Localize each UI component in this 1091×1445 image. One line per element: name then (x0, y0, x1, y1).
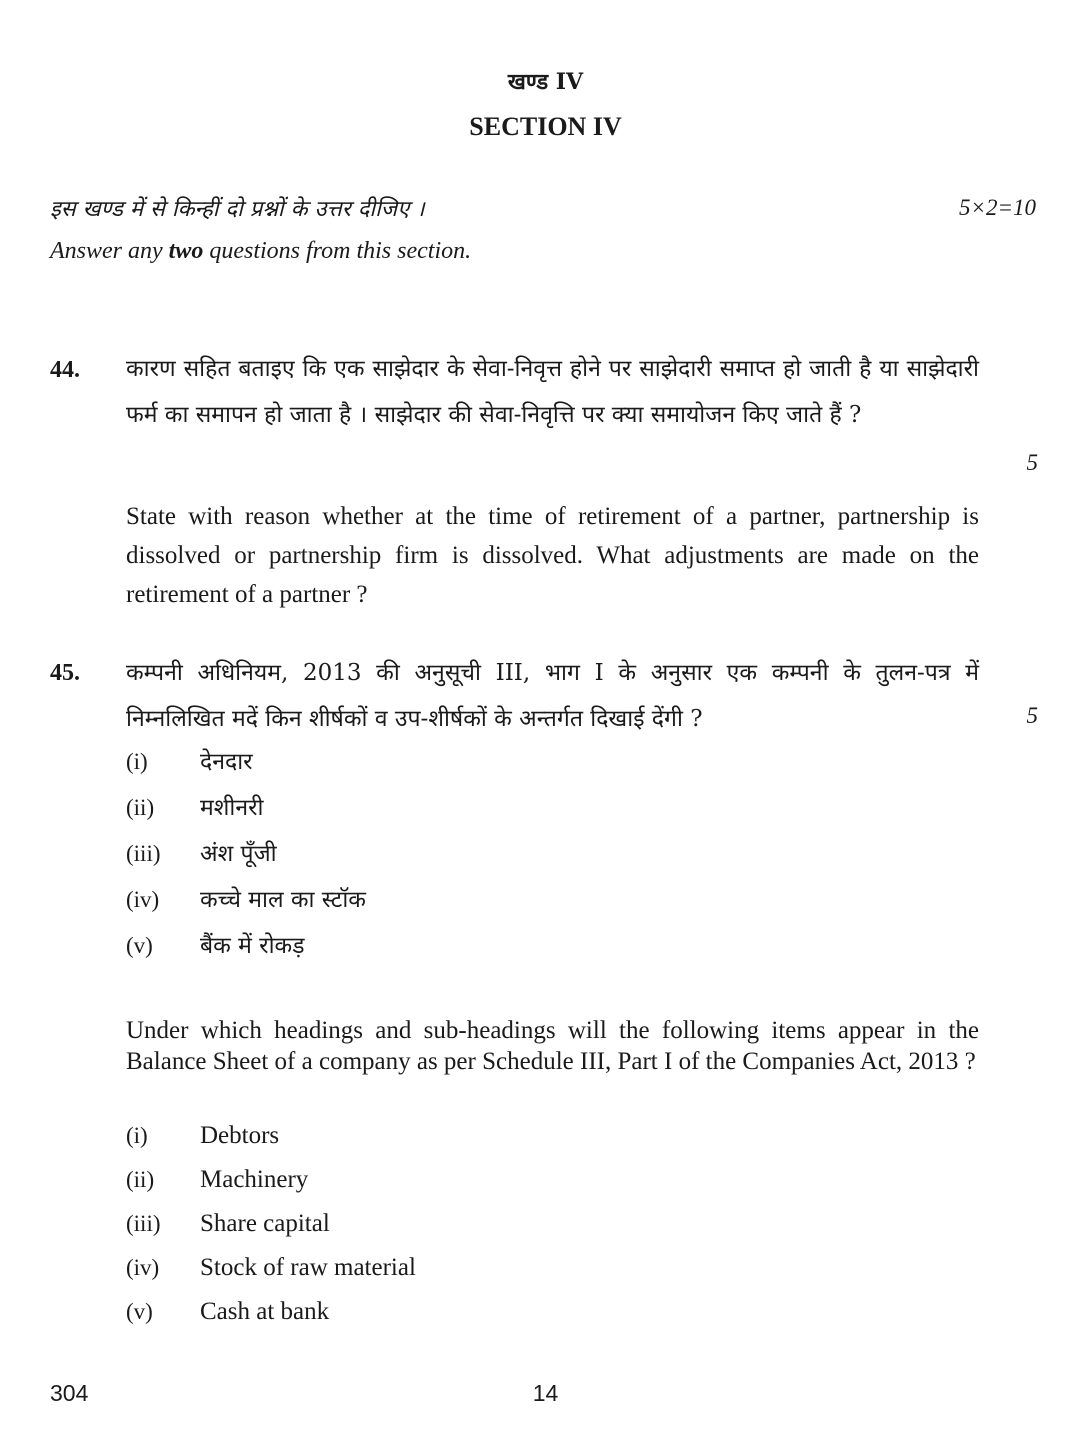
question-45-english: Under which headings and sub-headings will the following items appear in the Balance Sheet of a company as per Schedule III, Part I of the Companies Act, 2013 ? (126, 1017, 979, 1075)
question-44-number: 44. (50, 357, 80, 383)
instruction-emphasis: two (168, 238, 204, 264)
section-heading-english: SECTION IV (469, 112, 622, 141)
page-number: 14 (532, 1380, 559, 1406)
paper-code: 304 (50, 1380, 89, 1406)
instruction-hindi: इस खण्ड में से किन्हीं दो प्रश्नों के उत्तर दीजिए । (50, 197, 425, 222)
question-44-marks: 5 (1026, 450, 1038, 475)
question-44-hindi: कारण सहित बताइए कि एक साझेदार के सेवा-निवृत्त होने पर साझेदारी समाप्त हो जाती है या साझेदारी फर्म का समापन हो जाता है । साझेदार की सेवा-निवृत्ति पर क्या समायोजन किए जाते हैं ? (126, 356, 979, 428)
section-marks: 5×2=10 (958, 195, 1036, 220)
question-45-hindi: कम्पनी अधिनियम, 2013 की अनुसूची III, भाग I के अनुसार एक कम्पनी के तुलन-पत्र में निम्नलिखित मदें किन शीर्षकों व उप-शीर्षकों के अन्तर्गत दिखाई देंगी ? (126, 660, 979, 732)
instruction-english: Answer any two questions from this section. (50, 238, 472, 264)
question-44-english: State with reason whether at the time of retirement of a partner, partnership is dissolved or partnership firm is dissolved. What adjustments are made on the retirement of a partner ? (126, 503, 979, 608)
section-heading-hindi: खण्ड IV (507, 69, 584, 95)
question-45-number: 45. (50, 660, 80, 686)
question-45-marks: 5 (1026, 703, 1038, 728)
